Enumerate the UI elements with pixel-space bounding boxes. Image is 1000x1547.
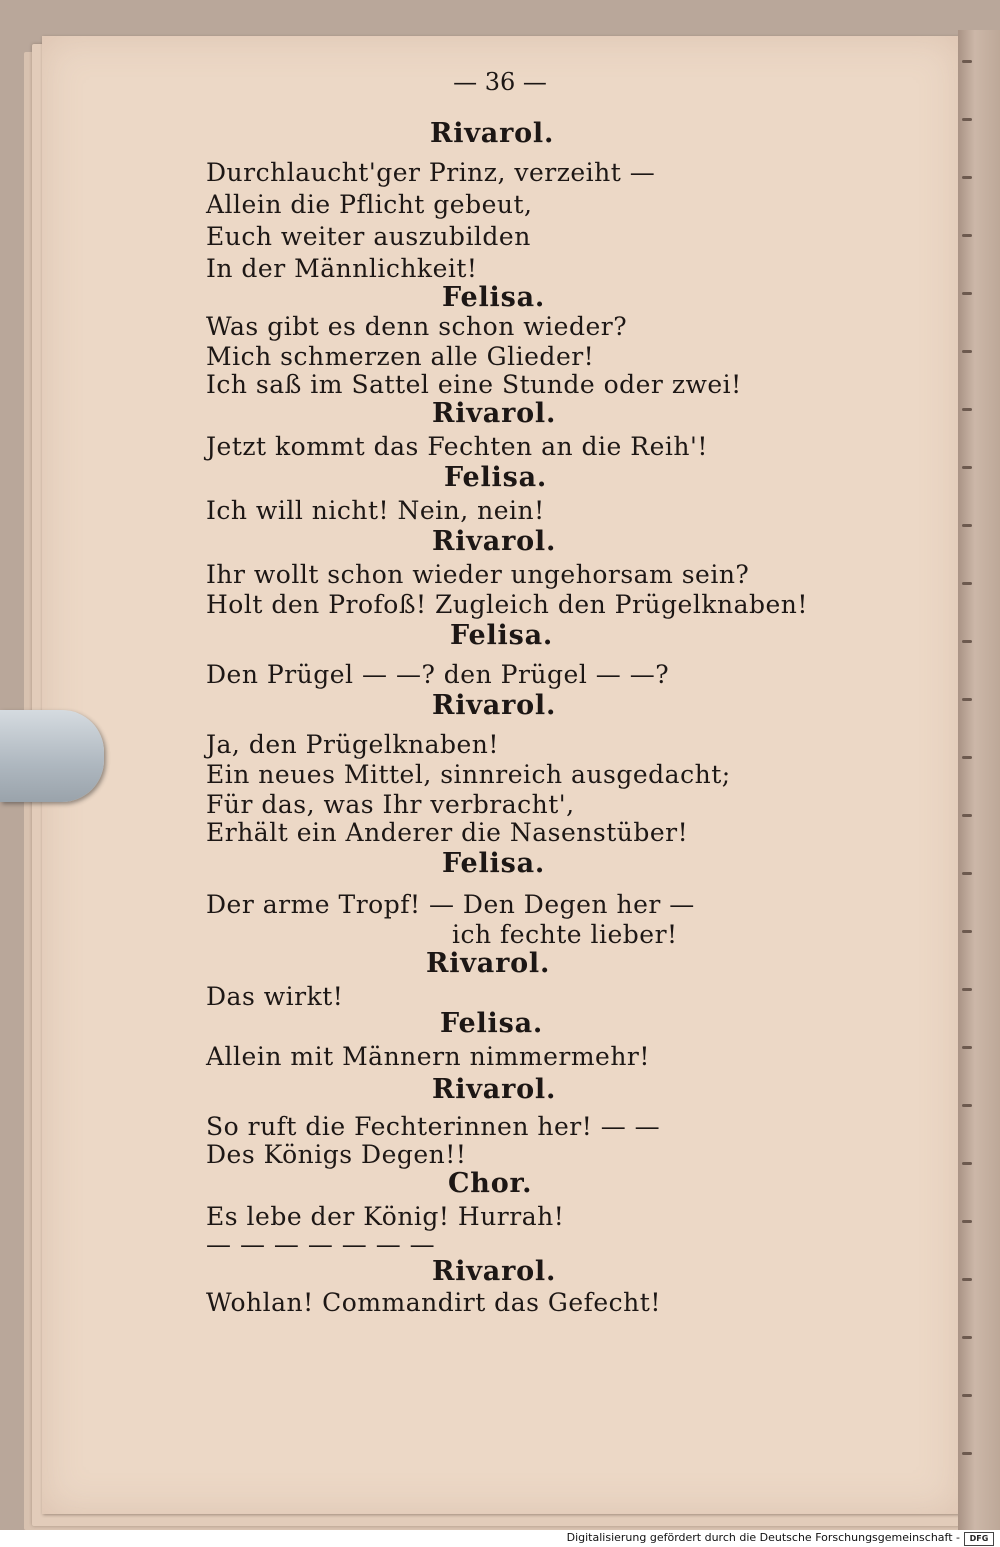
- footer-bar: [0, 1530, 1000, 1547]
- verse-line: Ein neues Mittel, sinnreich ausgedacht;: [206, 760, 731, 789]
- speaker-name: Rivarol.: [432, 398, 557, 429]
- speaker-name: Felisa.: [440, 1008, 544, 1039]
- verse-line: Durchlaucht'ger Prinz, verzeiht —: [206, 158, 656, 187]
- stitch-mark: [962, 814, 972, 817]
- speaker-name: Felisa.: [442, 282, 546, 313]
- stitch-mark: [962, 930, 972, 933]
- verse-line: Allein die Pflicht gebeut,: [206, 190, 533, 219]
- verse-line: — — — — — — —: [206, 1230, 436, 1259]
- verse-line: Jetzt kommt das Fechten an die Reih'!: [206, 432, 708, 461]
- speaker-name: Felisa.: [442, 848, 546, 879]
- stitch-mark: [962, 698, 972, 701]
- verse-line: Den Prügel — —? den Prügel — —?: [206, 660, 670, 689]
- verse-line: So ruft die Fechterinnen her! — —: [206, 1112, 661, 1141]
- stitch-mark: [962, 756, 972, 759]
- verse-line: Euch weiter auszubilden: [206, 222, 531, 251]
- stitch-mark: [962, 1220, 972, 1223]
- verse-line: Ich saß im Sattel eine Stunde oder zwei!: [206, 370, 742, 399]
- footer-credit: Digitalisierung gefördert durch die Deutsche Forschungsgemeinschaft -: [566, 1531, 960, 1544]
- stitch-mark: [962, 1278, 972, 1281]
- verse-line: Ihr wollt schon wieder ungehorsam sein?: [206, 560, 750, 589]
- verse-line: Mich schmerzen alle Glieder!: [206, 342, 595, 371]
- verse-line: Ich will nicht! Nein, nein!: [206, 496, 545, 525]
- verse-line: Was gibt es denn schon wieder?: [206, 312, 628, 341]
- speaker-name: Felisa.: [444, 462, 548, 493]
- stitch-mark: [962, 1452, 972, 1455]
- speaker-name: Chor.: [448, 1168, 533, 1199]
- verse-line: Erhält ein Anderer die Nasenstüber!: [206, 818, 689, 847]
- stitch-mark: [962, 466, 972, 469]
- stitch-mark: [962, 1046, 972, 1049]
- verse-line: Für das, was Ihr verbracht',: [206, 790, 575, 819]
- verse-line: Es lebe der König! Hurrah!: [206, 1202, 565, 1231]
- stitch-mark: [962, 234, 972, 237]
- stitch-mark: [962, 1394, 972, 1397]
- verse-line: Des Königs Degen!!: [206, 1140, 467, 1169]
- stitch-mark: [962, 1336, 972, 1339]
- verse-line: In der Männlichkeit!: [206, 254, 478, 283]
- stitch-mark: [962, 350, 972, 353]
- speaker-name: Rivarol.: [432, 1256, 557, 1287]
- speaker-name: Rivarol.: [432, 690, 557, 721]
- stitch-mark: [962, 988, 972, 991]
- stitch-mark: [962, 176, 972, 179]
- dfg-logo-icon: DFG: [964, 1532, 994, 1546]
- stitch-mark: [962, 872, 972, 875]
- stitch-mark: [962, 1162, 972, 1165]
- verse-line: Ja, den Prügelknaben!: [206, 730, 499, 759]
- page-number: — 36 —: [453, 68, 547, 96]
- speaker-name: Rivarol.: [432, 1074, 557, 1105]
- stitch-mark: [962, 1104, 972, 1107]
- speaker-name: Rivarol.: [426, 948, 551, 979]
- stitch-mark: [962, 524, 972, 527]
- speaker-name: Felisa.: [450, 620, 554, 651]
- speaker-name: Rivarol.: [432, 526, 557, 557]
- verse-line: Holt den Profoß! Zugleich den Prügelknaben!: [206, 590, 808, 619]
- speaker-name: Rivarol.: [430, 118, 555, 149]
- stitch-mark: [962, 408, 972, 411]
- page-clip: [0, 710, 104, 802]
- stitch-mark: [962, 292, 972, 295]
- book-binding: [958, 30, 1000, 1530]
- stitch-mark: [962, 582, 972, 585]
- verse-line: Wohlan! Commandirt das Gefecht!: [206, 1288, 661, 1317]
- verse-line: Der arme Tropf! — Den Degen her —: [206, 890, 695, 919]
- verse-line: Allein mit Männern nimmermehr!: [206, 1042, 650, 1071]
- stitch-mark: [962, 118, 972, 121]
- stitch-mark: [962, 640, 972, 643]
- stitch-mark: [962, 60, 972, 63]
- verse-line: Das wirkt!: [206, 982, 344, 1011]
- verse-line: ich fechte lieber!: [452, 920, 678, 949]
